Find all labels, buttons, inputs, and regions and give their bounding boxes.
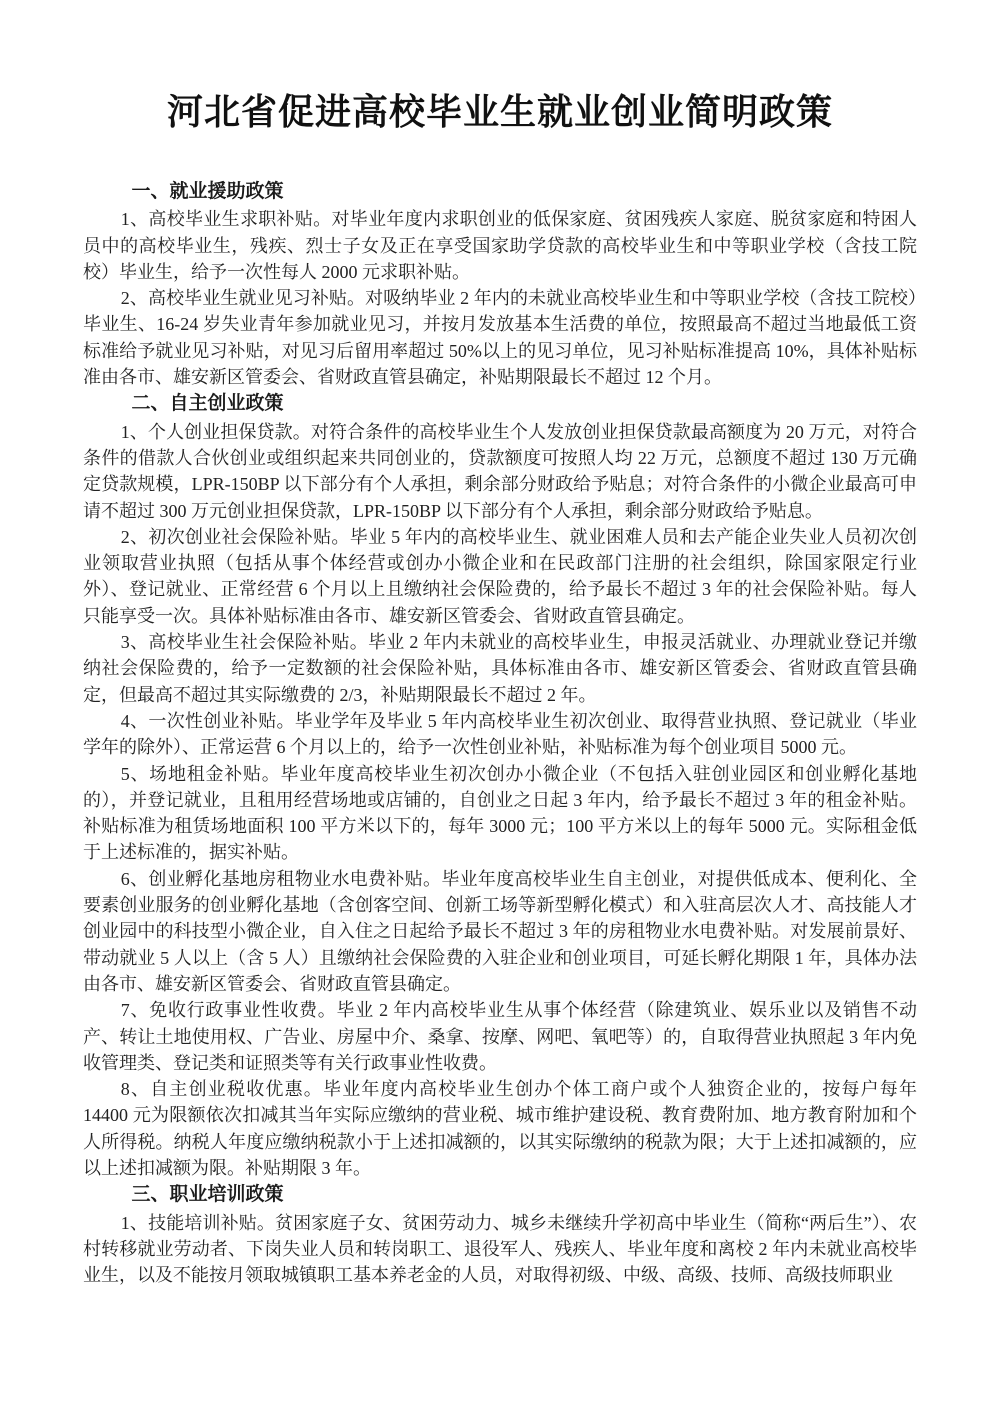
policy-paragraph: 3、高校毕业生社会保险补贴。毕业 2 年内未就业的高校毕业生，申报灵活就业、办理就业登记并缴纳社会保险费的，给予一定数额的社会保险补贴，具体标准由各市、雄安新区管委会、省财政直管县确定，但最高不超过其实际缴费的 2/3，补贴期限最长不超过 2 年。: [83, 632, 917, 705]
section-self-employment: [83, 391, 917, 1181]
document-title: 河北省促进高校毕业生就业创业简明政策: [166, 92, 833, 132]
policy-paragraph: 6、创业孵化基地房租物业水电费补贴。毕业年度高校毕业生自主创业，对提供低成本、便利化、全要素创业服务的创业孵化基地（含创客空间、创新工场等新型孵化模式）和入驻高层次人才、高技能人才创业园中的科技型小微企业，自入住之日起给予最长不超过 3 年的房租物业水电费补贴。对发展前景好、带动就业 5 人以上（含 5 人）且缴纳社会保险费的入驻企业和创业项目，可延长孵化期限 1 年，具体办法由各市、雄安新区管委会、省财政直管县确定。: [83, 868, 917, 994]
policy-paragraph: 1、个人创业担保贷款。对符合条件的高校毕业生个人发放创业担保贷款最高额度为 20 万元，对符合条件的借款人合伙创业或组织起来共同创业的，贷款额度可按照人均 22 万元，总额度不超过 130 万元确定贷款规模，LPR-150BP 以下部分有个人承担，剩余部分财政给予贴息；对符合条件的小微企业最高可申请不超过 300 万元创业担保贷款，LPR-150BP 以下部分有个人承担，剩余部分财政给予贴息。: [83, 421, 917, 521]
section-vocational-training: [83, 1182, 917, 1288]
policy-paragraph: 4、一次性创业补贴。毕业学年及毕业 5 年内高校毕业生初次创业、取得营业执照、登记就业（毕业学年的除外）、正常运营 6 个月以上的，给予一次性创业补贴，补贴标准为每个创业项目 5000 元。: [83, 710, 917, 758]
section-employment-assistance: [83, 179, 917, 390]
section-heading-self-employment: 二、自主创业政策: [131, 393, 284, 415]
section-heading-vocational-training: 三、职业培训政策: [131, 1184, 284, 1206]
policy-paragraph: 2、初次创业社会保险补贴。毕业 5 年内的高校毕业生、就业困难人员和去产能企业失业人员初次创业领取营业执照（包括从事个体经营或创办小微企业和在民政部门注册的社会组织，除国家限定行业外）、登记就业、正常经营 6 个月以上且缴纳社会保险费的，给予最长不超过 3 年的社会保险补贴。每人只能享受一次。具体补贴标准由各市、雄安新区管委会、省财政直管县确定。: [83, 526, 917, 626]
policy-paragraph: 1、高校毕业生求职补贴。对毕业年度内求职创业的低保家庭、贫困残疾人家庭、脱贫家庭和特困人员中的高校毕业生，残疾、烈士子女及正在享受国家助学贷款的高校毕业生和中等职业学校（含技工院校）毕业生，给予一次性每人 2000 元求职补贴。: [83, 209, 917, 282]
policy-paragraph: 2、高校毕业生就业见习补贴。对吸纳毕业 2 年内的未就业高校毕业生和中等职业学校（含技工院校）毕业生、16-24 岁失业青年参加就业见习，并按月发放基本生活费的单位，按照最高不超过当地最低工资标准给予就业见习补贴，对见习后留用率超过 50%以上的见习单位，见习补贴标准提高 10%，具体补贴标准由各市、雄安新区管委会、省财政直管县确定，补贴期限最长不超过 12 个月。: [83, 288, 917, 388]
policy-paragraph: 5、场地租金补贴。毕业年度高校毕业生初次创办小微企业（不包括入驻创业园区和创业孵化基地的），并登记就业，且租用经营场地或店铺的，自创业之日起 3 年内，给予最长不超过 3 年的租金补贴。补贴标准为租赁场地面积 100 平方米以下的，每年 3000 元；100 平方米以上的每年 5000 元。实际租金低于上述标准的，据实补贴。: [83, 763, 917, 863]
policy-paragraph: 8、自主创业税收优惠。毕业年度内高校毕业生创办个体工商户或个人独资企业的，按每户每年 14400 元为限额依次扣减其当年实际应缴纳的营业税、城市维护建设税、教育费附加、地方教育附加和个人所得税。纳税人年度应缴纳税款小于上述扣减额的，以其实际缴纳的税款为限；大于上述扣减额的，应以上述扣减额为限。补贴期限 3 年。: [83, 1079, 917, 1178]
policy-paragraph: 1、技能培训补贴。贫困家庭子女、贫困劳动力、城乡未继续升学初高中毕业生（简称“两后生”）、农村转移就业劳动者、下岗失业人员和转岗职工、退役军人、残疾人、毕业年度和离校 2 年内未就业高校毕业生，以及不能按月领取城镇职工基本养老金的人员，对取得初级、中级、高级、技师、高级技师职业: [83, 1212, 917, 1286]
policy-paragraph: 7、免收行政事业性收费。毕业 2 年内高校毕业生从事个体经营（除建筑业、娱乐业以及销售不动产、转让土地使用权、广告业、房屋中介、桑拿、按摩、网吧、氧吧等）的，自取得营业执照起 3 年内免收管理类、登记类和证照类等有关行政事业性收费。: [83, 1000, 917, 1073]
section-heading-employment-assistance: 一、就业援助政策: [131, 181, 284, 202]
